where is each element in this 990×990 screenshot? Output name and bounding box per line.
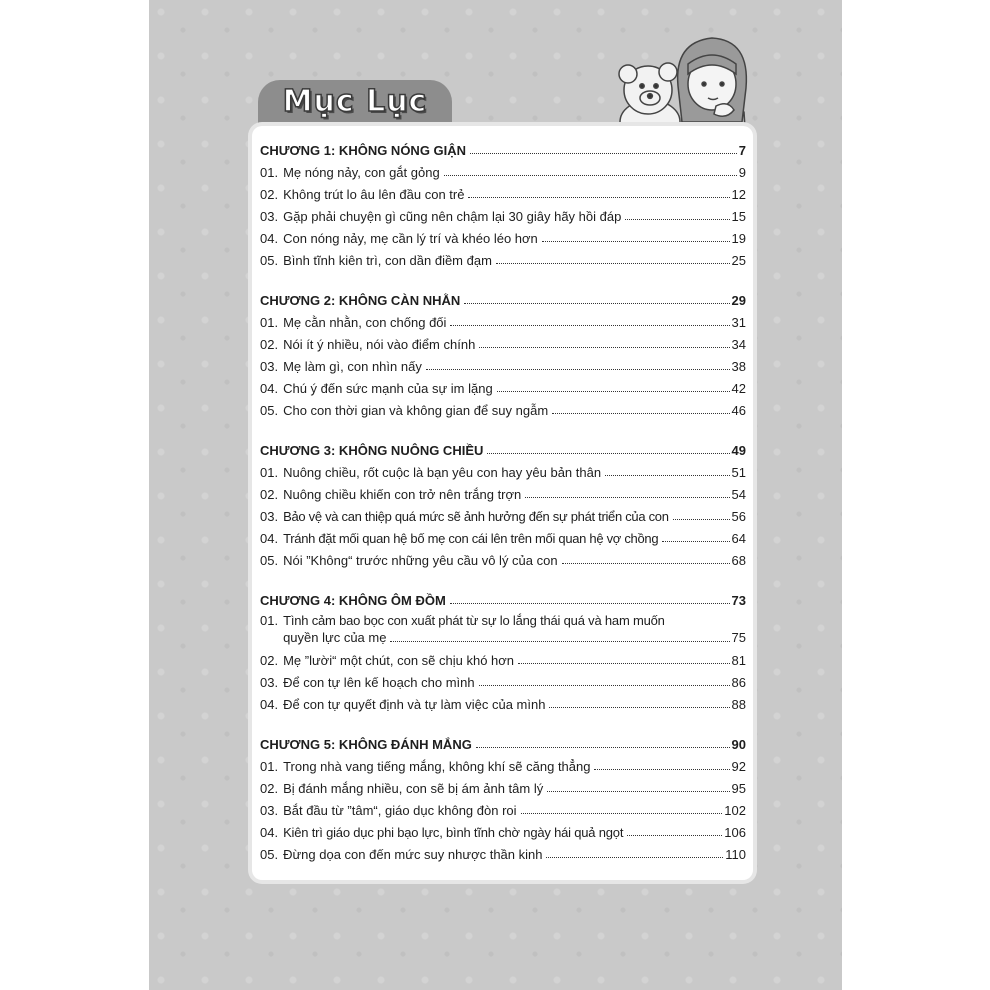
entry-number: 01. xyxy=(260,465,279,480)
entry-title: Bắt đầu từ ”tâm“, giáo dục không đòn roi xyxy=(283,803,517,818)
entry-number: 03. xyxy=(260,803,279,818)
chapter-1 xyxy=(260,136,746,268)
chapter-heading[interactable] xyxy=(260,436,746,458)
page-number: 56 xyxy=(731,509,746,524)
entry-number: 03. xyxy=(260,675,279,690)
chapter-heading[interactable] xyxy=(260,730,746,752)
page-number: 102 xyxy=(724,803,746,818)
toc-entry[interactable] xyxy=(260,608,746,646)
entry-number: 03. xyxy=(260,209,279,224)
chapter-5 xyxy=(260,730,746,862)
chapter-title: CHƯƠNG 3: KHÔNG NUÔNG CHIỀU xyxy=(260,443,484,458)
page-number: 7 xyxy=(738,143,746,158)
entry-title: Để con tự quyết định và tự làm việc của mình xyxy=(283,697,546,712)
leader-dots xyxy=(521,813,723,814)
page-number: 106 xyxy=(724,825,746,840)
entry-title: Cho con thời gian và không gian để suy ngẫm xyxy=(283,403,549,418)
toc-entry[interactable] xyxy=(260,224,746,246)
page-number: 31 xyxy=(731,315,746,330)
chapter-title: CHƯƠNG 2: KHÔNG CÀN NHẰN xyxy=(260,293,461,308)
entry-title-line-2: quyền lực của mẹ xyxy=(283,630,387,645)
entry-number: 02. xyxy=(260,337,279,352)
toc-entry[interactable] xyxy=(260,546,746,568)
leader-dots xyxy=(476,747,730,748)
entry-title-line-1: Tình cảm bao bọc con xuất phát từ sự lo lắng thái quá và ham muốn xyxy=(283,613,665,628)
entry-number: 05. xyxy=(260,403,279,418)
chapter-heading[interactable] xyxy=(260,586,746,608)
leader-dots xyxy=(464,303,729,304)
chapter-heading[interactable] xyxy=(260,136,746,158)
leader-dots xyxy=(470,153,737,154)
toc-entry[interactable] xyxy=(260,374,746,396)
page-number: 34 xyxy=(731,337,746,352)
page-number: 46 xyxy=(731,403,746,418)
leader-dots xyxy=(479,685,730,686)
entry-title: Mẹ ”lười“ một chút, con sẽ chịu khó hơn xyxy=(283,653,515,668)
toc-entry[interactable] xyxy=(260,308,746,330)
entry-number: 01. xyxy=(260,613,279,628)
entry-title: Tránh đặt mối quan hệ bố mẹ con cái lên trên mối quan hệ vợ chồng xyxy=(283,531,659,546)
leader-dots xyxy=(479,347,729,348)
chapter-title: CHƯƠNG 5: KHÔNG ĐÁNH MẮNG xyxy=(260,737,472,752)
leader-dots xyxy=(468,197,729,198)
page-number: 68 xyxy=(731,553,746,568)
page-number: 81 xyxy=(731,653,746,668)
chapter-2 xyxy=(260,286,746,418)
entry-number: 05. xyxy=(260,253,279,268)
chapter-title: CHƯƠNG 1: KHÔNG NÓNG GIẬN xyxy=(260,143,467,158)
entry-title: Không trút lo âu lên đầu con trẻ xyxy=(283,187,465,202)
leader-dots xyxy=(562,563,730,564)
entry-number: 03. xyxy=(260,359,279,374)
leader-dots xyxy=(673,519,730,520)
leader-dots xyxy=(487,453,729,454)
page-number: 75 xyxy=(731,630,746,645)
toc-entry[interactable] xyxy=(260,352,746,374)
entry-title: Mẹ làm gì, con nhìn nấy xyxy=(283,359,422,374)
leader-dots xyxy=(496,263,730,264)
entry-number: 04. xyxy=(260,381,279,396)
toc-entry[interactable] xyxy=(260,524,746,546)
entry-title-line-2-row xyxy=(283,629,746,646)
toc-entry[interactable] xyxy=(260,180,746,202)
leader-dots xyxy=(525,497,729,498)
page-number: 15 xyxy=(731,209,746,224)
page-number: 90 xyxy=(731,737,746,752)
entry-number: 05. xyxy=(260,553,279,568)
toc-entry[interactable] xyxy=(260,774,746,796)
toc-entry[interactable] xyxy=(260,646,746,668)
leader-dots xyxy=(594,769,729,770)
page-number: 19 xyxy=(731,231,746,246)
entry-number: 01. xyxy=(260,315,279,330)
toc-entry[interactable] xyxy=(260,818,746,840)
leader-dots xyxy=(549,707,729,708)
entry-title: Bị đánh mắng nhiều, con sẽ bị ám ảnh tâm lý xyxy=(283,781,544,796)
entry-number: 05. xyxy=(260,847,279,862)
entry-number: 02. xyxy=(260,781,279,796)
entry-title xyxy=(283,612,746,646)
leader-dots xyxy=(542,241,730,242)
entry-title: Trong nhà vang tiếng mắng, không khí sẽ căng thẳng xyxy=(283,759,591,774)
entry-title: Con nóng nảy, mẹ cần lý trí và khéo léo hơn xyxy=(283,231,538,246)
page-number: 64 xyxy=(731,531,746,546)
chapter-3 xyxy=(260,436,746,568)
toc-entry[interactable] xyxy=(260,752,746,774)
page-number: 12 xyxy=(731,187,746,202)
entry-title: Nuông chiều, rốt cuộc là bạn yêu con hay yêu bản thân xyxy=(283,465,602,480)
entry-title: Kiên trì giáo dục phi bạo lực, bình tĩnh chờ ngày hái quả ngọt xyxy=(283,825,624,840)
chapter-title: CHƯƠNG 4: KHÔNG ÔM ĐỒM xyxy=(260,593,446,608)
page-number: 25 xyxy=(731,253,746,268)
entry-number: 02. xyxy=(260,187,279,202)
leader-dots xyxy=(450,603,730,604)
entry-title: Nuông chiều khiến con trở nên trắng trợn xyxy=(283,487,522,502)
entry-title: Đừng dọa con đến mức suy nhược thần kinh xyxy=(283,847,543,862)
entry-title: Mẹ cằn nhằn, con chống đối xyxy=(283,315,447,330)
page-number: 49 xyxy=(731,443,746,458)
leader-dots xyxy=(625,219,729,220)
leader-dots xyxy=(450,325,729,326)
page-number: 9 xyxy=(738,165,746,180)
entry-number: 04. xyxy=(260,825,279,840)
table-of-contents xyxy=(260,136,746,862)
leader-dots xyxy=(497,391,730,392)
toc-entry[interactable] xyxy=(260,668,746,690)
page-number: 95 xyxy=(731,781,746,796)
leader-dots xyxy=(444,175,737,176)
page-number: 29 xyxy=(731,293,746,308)
entry-number: 01. xyxy=(260,165,279,180)
leader-dots xyxy=(627,835,722,836)
entry-number: 04. xyxy=(260,231,279,246)
chapter-4 xyxy=(260,586,746,712)
leader-dots xyxy=(547,791,729,792)
entry-number: 04. xyxy=(260,697,279,712)
entry-title: Để con tự lên kế hoạch cho mình xyxy=(283,675,475,690)
page-title: Mục Lục xyxy=(282,84,428,119)
page-number: 88 xyxy=(731,697,746,712)
leader-dots xyxy=(426,369,730,370)
page-number: 110 xyxy=(725,847,746,862)
entry-title: Gặp phải chuyện gì cũng nên chậm lại 30 giây hãy hồi đáp xyxy=(283,209,622,224)
leader-dots xyxy=(518,663,730,664)
entry-number: 01. xyxy=(260,759,279,774)
toc-entry[interactable] xyxy=(260,246,746,268)
entry-number: 02. xyxy=(260,653,279,668)
entry-title: Bảo vệ và can thiệp quá mức sẽ ảnh hưởng đến sự phát triển của con xyxy=(283,509,669,524)
page-number: 54 xyxy=(731,487,746,502)
entry-title: Bình tĩnh kiên trì, con dần điềm đạm xyxy=(283,253,492,268)
toc-entry[interactable] xyxy=(260,330,746,352)
leader-dots xyxy=(390,641,729,642)
leader-dots xyxy=(605,475,729,476)
toc-entry[interactable] xyxy=(260,690,746,712)
page-number: 51 xyxy=(731,465,746,480)
entry-title: Nói ít ý nhiều, nói vào điểm chính xyxy=(283,337,476,352)
toc-entry[interactable] xyxy=(260,796,746,818)
entry-number: 04. xyxy=(260,531,279,546)
leader-dots xyxy=(552,413,729,414)
entry-title: Nói ”Không“ trước những yêu cầu vô lý của con xyxy=(283,553,558,568)
toc-entry[interactable] xyxy=(260,202,746,224)
toc-entry[interactable] xyxy=(260,502,746,524)
toc-entry[interactable] xyxy=(260,158,746,180)
toc-entry[interactable] xyxy=(260,480,746,502)
toc-entry[interactable] xyxy=(260,840,746,862)
page-number: 73 xyxy=(731,593,746,608)
leader-dots xyxy=(546,857,723,858)
chapter-heading[interactable] xyxy=(260,286,746,308)
page-number: 42 xyxy=(731,381,746,396)
entry-number: 03. xyxy=(260,509,279,524)
leader-dots xyxy=(662,541,729,542)
page-number: 86 xyxy=(731,675,746,690)
entry-title: Mẹ nóng nảy, con gắt gỏng xyxy=(283,165,440,180)
page-number: 92 xyxy=(731,759,746,774)
page-number: 38 xyxy=(731,359,746,374)
entry-number: 02. xyxy=(260,487,279,502)
toc-entry[interactable] xyxy=(260,458,746,480)
entry-title: Chú ý đến sức mạnh của sự im lặng xyxy=(283,381,493,396)
toc-entry[interactable] xyxy=(260,396,746,418)
